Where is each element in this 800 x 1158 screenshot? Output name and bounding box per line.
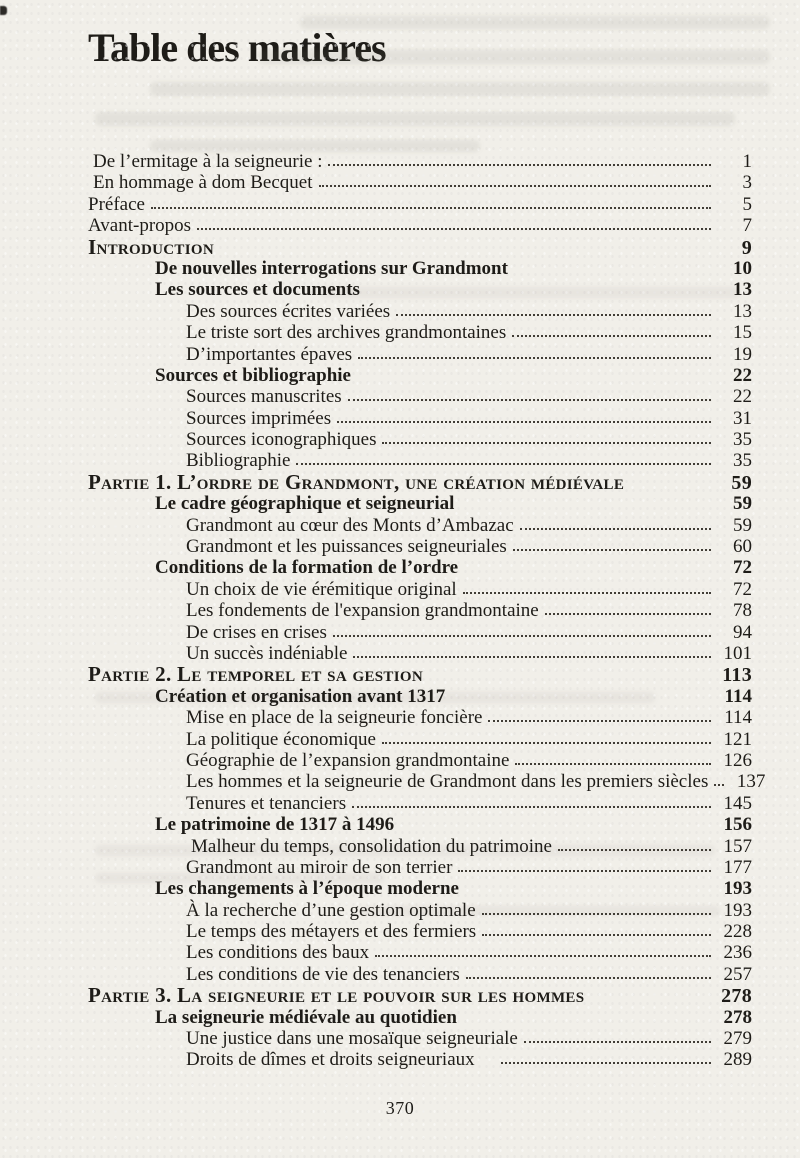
toc-entry: [88, 493, 752, 514]
toc-leader-dots: [458, 870, 711, 872]
toc-page-number: 121: [723, 728, 752, 750]
toc-entry-label: Sources imprimées: [186, 407, 332, 429]
toc-leader-dots: [520, 528, 711, 530]
toc-page-number: 114: [724, 707, 752, 729]
toc-page-number: 13: [733, 300, 752, 322]
toc-page-number: 35: [733, 429, 752, 451]
toc-entry-label: Un choix de vie érémitique original: [186, 578, 457, 600]
toc-page-number: 114: [724, 685, 752, 707]
toc-entry: [88, 942, 752, 963]
toc-page-number: 101: [723, 642, 752, 664]
toc-entry-label: Les hommes et la seigneurie de Grandmont dans les premiers siècles: [186, 771, 709, 793]
toc-page-number: 9: [741, 236, 752, 259]
toc-page-number: 59: [733, 493, 752, 515]
toc-entry: [88, 707, 752, 728]
toc-entry-label: La seigneurie médiévale au quotidien: [155, 1006, 457, 1028]
toc-leader-dots: [382, 442, 711, 444]
toc-entry: [88, 1049, 752, 1070]
toc-entry: [88, 900, 752, 921]
toc-entry: [88, 579, 752, 600]
toc-entry: [88, 258, 752, 279]
toc-entry-label: Préface: [88, 193, 145, 215]
toc-leader-dots: [375, 955, 711, 957]
toc-entry-label: Partie 1. L’ordre de Grandmont, une création médiévale: [88, 469, 625, 494]
toc-page-number: 60: [733, 536, 752, 558]
toc-page-number: 193: [723, 899, 752, 921]
toc-page-number: 31: [733, 407, 752, 429]
toc-entry-label: Mise en place de la seigneurie foncière: [186, 707, 483, 729]
toc-entry-label: Partie 3. La seigneurie et le pouvoir sur les hommes: [88, 983, 585, 1008]
toc-entry-label: Malheur du temps, consolidation du patrimoine: [191, 835, 552, 857]
toc-entry: [88, 664, 752, 685]
toc-entry: [88, 279, 752, 300]
toc-entry: [88, 301, 752, 322]
toc-entry-label: La politique économique: [186, 728, 376, 750]
toc-leader-dots: [348, 399, 711, 401]
toc-entry: [88, 536, 752, 557]
toc-page-number: 3: [742, 172, 752, 194]
toc-leader-dots: [353, 656, 711, 658]
toc-leader-dots: [482, 934, 711, 936]
showthrough-smudge: [95, 112, 735, 126]
toc-entry: [88, 344, 752, 365]
toc-leader-dots: [482, 913, 711, 915]
toc-leader-dots: [512, 335, 711, 337]
toc-entry: [88, 172, 752, 193]
toc-entry-label: Sources manuscrites: [186, 386, 342, 408]
toc-entry: [88, 515, 752, 536]
toc-entry: [88, 964, 752, 985]
toc-entry: [88, 408, 752, 429]
toc-entry: [88, 814, 752, 835]
toc-leader-dots: [488, 720, 711, 722]
toc-page-number: 59: [733, 514, 752, 536]
toc-entry-label: Les conditions de vie des tenanciers: [186, 963, 460, 985]
page-title: Table des matières: [88, 25, 386, 70]
toc-leader-dots: [382, 742, 711, 744]
toc-leader-dots: [319, 185, 712, 187]
toc-entry-label: Une justice dans une mosaïque seigneuriale: [186, 1028, 518, 1050]
toc-entry-label: Droits de dîmes et droits seigneuriaux: [186, 1049, 475, 1071]
toc-page-number: 22: [733, 386, 752, 408]
toc-page-number: 78: [733, 600, 752, 622]
toc-entry-label: À la recherche d’une gestion optimale: [186, 899, 476, 921]
toc-entry: [88, 386, 752, 407]
toc-entry: [88, 151, 752, 172]
showthrough-smudge: [150, 82, 770, 96]
toc-entry-label: De crises en crises: [186, 621, 327, 643]
toc-entry-label: Des sources écrites variées: [186, 300, 391, 322]
toc-page-number: 22: [733, 364, 752, 386]
toc-entry-label: Introduction: [88, 234, 214, 259]
toc-entry: [88, 985, 752, 1006]
scan-edge-speck: [0, 6, 7, 15]
toc-entry-label: Tenures et tenanciers: [186, 792, 347, 814]
toc-leader-dots: [337, 421, 711, 423]
toc-entry: [88, 622, 752, 643]
toc-leader-dots: [515, 763, 711, 765]
toc-entry-label: D’importantes épaves: [186, 343, 353, 365]
toc-entry: [88, 215, 752, 236]
toc-page-number: 5: [742, 193, 752, 215]
toc-entry-label: Création et organisation avant 1317: [155, 685, 446, 707]
toc-entry-label: Le triste sort des archives grandmontaines: [186, 322, 507, 344]
toc-list: [88, 151, 766, 1071]
toc-leader-dots: [333, 635, 711, 637]
toc-entry: [88, 793, 752, 814]
toc-leader-dots: [352, 806, 711, 808]
toc-entry-label: Le temps des métayers et des fermiers: [186, 921, 477, 943]
toc-entry: [88, 469, 752, 494]
toc-entry-label: Les conditions des baux: [186, 942, 370, 964]
toc-entry-label: Partie 2. Le temporel et sa gestion: [88, 662, 423, 687]
toc-entry-label: Les fondements de l'expansion grandmontaine: [186, 600, 539, 622]
toc-page-number: 15: [733, 322, 752, 344]
toc-leader-dots: [558, 849, 711, 851]
toc-entry: [88, 857, 752, 878]
toc-entry-label: Le patrimoine de 1317 à 1496: [155, 814, 395, 836]
toc-entry: [88, 557, 752, 578]
toc-page-number: 13: [733, 279, 752, 301]
toc-entry: [88, 1028, 752, 1049]
toc-entry: [88, 750, 752, 771]
toc-entry-label: Bibliographie: [186, 450, 291, 472]
toc-entry: [88, 600, 752, 621]
toc-leader-dots: [545, 613, 711, 615]
toc-page-number: 145: [723, 792, 752, 814]
toc-entry: [88, 921, 752, 942]
toc-page-number: 278: [723, 1006, 752, 1028]
toc-entry: [88, 234, 752, 259]
toc-page-number: 59: [731, 471, 752, 494]
toc-page-number: 177: [723, 856, 752, 878]
footer-page-number: 370: [385, 1098, 415, 1118]
toc-entry-label: Le cadre géographique et seigneurial: [155, 493, 455, 515]
toc-page-number: 278: [721, 985, 752, 1008]
toc-page-number: 156: [723, 814, 752, 836]
toc-leader-dots: [714, 784, 724, 786]
toc-entry: [88, 1007, 752, 1028]
toc-entry-label: Sources et bibliographie: [155, 364, 351, 386]
toc-page-number: 137: [736, 771, 766, 793]
toc-leader-dots: [151, 207, 711, 209]
toc-page-number: 289: [723, 1049, 752, 1071]
toc-entry: [88, 686, 752, 707]
toc-page-number: 72: [733, 557, 752, 579]
toc-page-number: 228: [723, 921, 752, 943]
toc-leader-dots: [396, 314, 711, 316]
toc-entry-label: Géographie de l’expansion grandmontaine: [186, 749, 510, 771]
toc-entry-label: De nouvelles interrogations sur Grandmont: [155, 257, 508, 279]
toc-page-number: 10: [733, 257, 752, 279]
toc-leader-dots: [513, 549, 711, 551]
toc-leader-dots: [466, 977, 711, 979]
toc-page-number: 35: [733, 450, 752, 472]
toc-page-number: 19: [733, 343, 752, 365]
toc-leader-dots: [463, 592, 711, 594]
toc-entry: [88, 322, 752, 343]
toc-page-number: 126: [723, 749, 752, 771]
toc-page-number: 113: [722, 664, 752, 687]
toc-leader-dots: [524, 1041, 711, 1043]
toc-entry: [88, 878, 752, 899]
toc-entry-label: Les changements à l’époque moderne: [155, 878, 459, 900]
toc-entry-label: Un succès indéniable: [186, 642, 348, 664]
toc-entry-label: En hommage à dom Becquet: [93, 172, 313, 194]
toc-entry: [88, 836, 752, 857]
toc-entry-label: Grandmont au miroir de son terrier: [186, 856, 453, 878]
toc-entry: [88, 729, 752, 750]
toc-leader-dots: [197, 228, 711, 230]
toc-page-number: 236: [723, 942, 752, 964]
toc-entry: [88, 194, 752, 215]
toc-leader-dots: [296, 463, 711, 465]
toc-entry: [88, 429, 752, 450]
toc-entry-label: Sources iconographiques: [186, 429, 377, 451]
toc-page-number: 193: [723, 878, 752, 900]
toc-entry-label: De l’ermitage à la seigneurie :: [93, 151, 323, 172]
toc-page-number: 1: [742, 151, 752, 172]
toc-page-number: 279: [723, 1028, 752, 1050]
toc-entry-label: Grandmont au cœur des Monts d’Ambazac: [186, 514, 514, 536]
toc-entry-label: Les sources et documents: [155, 279, 360, 301]
toc-leader-dots: [501, 1062, 711, 1064]
toc-entry: [88, 450, 752, 471]
toc-entry: [88, 771, 766, 793]
toc-page-number: 72: [733, 578, 752, 600]
toc-entry-label: Grandmont et les puissances seigneuriales: [186, 536, 507, 558]
toc-entry: [88, 643, 752, 664]
toc-leader-dots: [328, 164, 711, 166]
toc-page-number: 94: [733, 621, 752, 643]
toc-entry-label: Avant-propos: [88, 215, 192, 237]
toc-entry: [88, 365, 752, 386]
toc-leader-dots: [358, 357, 711, 359]
toc-page-number: 157: [723, 835, 752, 857]
toc-page-number: 257: [723, 963, 752, 985]
toc-page-number: 7: [742, 215, 752, 237]
toc-entry-label: Conditions de la formation de l’ordre: [155, 557, 459, 579]
